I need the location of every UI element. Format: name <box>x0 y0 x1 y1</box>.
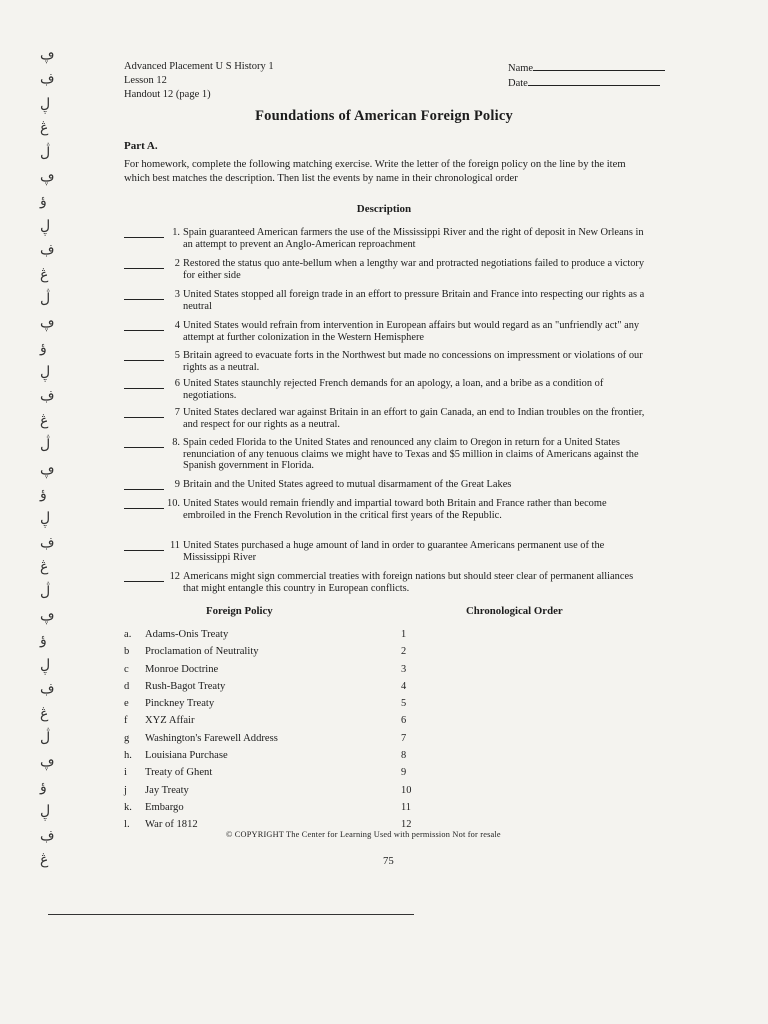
matching-item <box>124 498 648 540</box>
matching-item <box>124 258 648 289</box>
answer-blank[interactable] <box>124 408 164 418</box>
item-number: 2 <box>174 258 180 269</box>
answer-blank[interactable] <box>124 379 164 389</box>
matching-item <box>124 227 648 258</box>
order-number: 5 <box>401 698 407 710</box>
policy-letter: e <box>124 698 129 710</box>
item-description: Restored the status quo ante-bellum when a lengthy war and protracted negotiations failed to produce a victory for either side <box>183 258 645 281</box>
order-number: 2 <box>401 646 407 658</box>
policy-name: Embargo <box>145 801 184 813</box>
foreign-policy-list <box>124 626 404 834</box>
answer-blank[interactable] <box>124 228 164 238</box>
matching-item <box>124 437 648 479</box>
item-description: Spain guaranteed American farmers the use of the Mississippi River and the right of deposit in New Orleans in an attempt to prevent an Anglo-American reproachment <box>183 227 644 250</box>
item-number: 4 <box>174 320 180 331</box>
policy-item <box>124 712 404 729</box>
policy-item <box>124 764 404 781</box>
policy-letter: b <box>124 646 130 658</box>
policy-letter: d <box>124 680 130 692</box>
matching-item <box>124 407 648 437</box>
chronological-order-heading: Chronological Order <box>466 605 563 617</box>
policy-item <box>124 626 404 643</box>
item-description: Britain and the United States agreed to mutual disarmament of the Great Lakes <box>183 479 512 490</box>
answer-blank[interactable] <box>124 480 164 490</box>
copyright-notice: © COPYRIGHT The Center for Learning Used with permission Not for resale <box>226 830 501 839</box>
matching-item <box>124 378 648 407</box>
date-label: Date <box>508 78 528 89</box>
policy-name: Treaty of Ghent <box>145 767 213 779</box>
policy-item <box>124 730 404 747</box>
matching-item <box>124 289 648 320</box>
item-description: United States declared war against Britain in an effort to gain Canada, an end to Indian troubles on the frontier, and respect for our rights as a neutral. <box>183 407 645 430</box>
matching-item <box>124 540 648 571</box>
policy-name: Rush-Bagot Treaty <box>145 680 226 692</box>
policy-name: Pinckney Treaty <box>145 698 215 710</box>
answer-blank[interactable] <box>124 572 164 582</box>
answer-blank[interactable] <box>124 259 164 269</box>
policy-letter: k. <box>124 801 132 813</box>
order-number: 3 <box>401 663 407 675</box>
order-number: 11 <box>401 801 412 813</box>
date-field[interactable] <box>528 75 660 86</box>
matching-item <box>124 320 648 350</box>
order-number: 6 <box>401 715 407 727</box>
course-header <box>124 60 274 102</box>
policy-item <box>124 678 404 695</box>
item-description: United States staunchly rejected French demands for an apology, a loan, and a bribe as a condition of negotiations. <box>183 378 604 401</box>
policy-letter: l. <box>124 819 130 831</box>
name-date-block <box>508 60 665 90</box>
item-number: 9 <box>174 479 180 490</box>
course-title: Advanced Placement U S History 1 <box>124 61 274 72</box>
policy-letter: i <box>124 767 127 779</box>
handout-label: Handout 12 (page 1) <box>124 89 211 100</box>
policy-name: XYZ Affair <box>145 715 195 727</box>
policy-item <box>124 782 404 799</box>
item-number: 1. <box>172 227 180 238</box>
item-number: 7 <box>174 407 180 418</box>
matching-items <box>124 227 648 601</box>
order-number: 1 <box>401 629 407 640</box>
item-number: 11 <box>169 540 180 551</box>
policy-item <box>124 661 404 678</box>
item-number: 12 <box>169 571 180 582</box>
item-number: 8. <box>172 437 180 448</box>
part-label: Part A. <box>124 140 158 152</box>
item-description: United States would remain friendly and impartial toward both Britain and France rather than become embroiled in the French Revolution in the critical first years of the Republic. <box>183 498 607 521</box>
policy-name: War of 1812 <box>145 819 198 831</box>
name-label: Name <box>508 63 534 74</box>
order-number: 10 <box>401 784 412 796</box>
order-number: 12 <box>401 819 412 831</box>
instructions: For homework, complete the following matching exercise. Write the letter of the foreign policy on the line by the item which best matches the description. Then list the events by name in their chronological order <box>124 159 626 184</box>
item-description: Spain ceded Florida to the United States and renounced any claim to Oregon in return for a United States renunciation of any tenuous claims we might have to Texas and $5 million in claims of Americans against the Spanish government in Florida. <box>183 437 639 472</box>
policy-name: Jay Treaty <box>145 784 189 796</box>
description-heading: Description <box>356 203 412 215</box>
matching-item <box>124 571 648 601</box>
answer-blank[interactable] <box>124 290 164 300</box>
policy-name: Proclamation of Neutrality <box>145 646 259 658</box>
answer-blank[interactable] <box>124 321 164 331</box>
answer-blank[interactable] <box>124 438 164 448</box>
item-description: Americans might sign commercial treaties with foreign nations but should steer clear of permanent alliances that might entangle this country in European conflicts. <box>183 571 634 594</box>
matching-item <box>124 479 648 498</box>
margin-scribbles: ڥ ڣ ڸ ڠ ڷ ڥ ؤ ڸ ڣ ڠ ڷ ڥ ؤ ڸ ڣ ڠ ڷ ڥ ؤ ڸ ڣ ڠ ڷ ڥ ؤ ڸ ڣ ڠ ڷ ڥ ؤ ڸ ڣ ڠ <box>40 48 55 868</box>
item-description: United States purchased a huge amount of land in order to guarantee Americans permanent use of the Mississippi River <box>183 540 605 563</box>
policy-letter: a. <box>124 629 132 640</box>
policy-letter: f <box>124 715 128 727</box>
matching-item <box>124 350 648 378</box>
foreign-policy-heading: Foreign Policy <box>206 605 273 617</box>
page-number: 75 <box>383 855 394 867</box>
chronological-order-list <box>401 626 441 834</box>
policy-item <box>124 799 404 816</box>
policy-letter: c <box>124 663 129 675</box>
item-number: 10. <box>167 498 180 509</box>
policy-item <box>124 747 404 764</box>
item-description: United States stopped all foreign trade in an effort to pressure Britain and France into respecting our rights as a neutral <box>183 289 645 312</box>
item-description: United States would refrain from intervention in European affairs but would regard as an "unfriendly act" any attempt at further colonization in the Western Hemisphere <box>183 320 640 343</box>
policy-name: Adams-Onis Treaty <box>145 629 229 640</box>
order-number: 4 <box>401 680 407 692</box>
order-number: 8 <box>401 750 407 762</box>
policy-letter: h. <box>124 750 132 762</box>
policy-item <box>124 643 404 660</box>
policy-name: Louisiana Purchase <box>145 750 228 762</box>
name-field[interactable] <box>533 60 665 71</box>
item-number: 6 <box>174 378 180 389</box>
answer-blank[interactable] <box>124 351 164 361</box>
page-title: Foundations of American Foreign Policy <box>255 108 513 124</box>
policy-letter: g <box>124 732 130 744</box>
lesson-label: Lesson 12 <box>124 75 167 86</box>
bottom-rule <box>48 914 414 915</box>
policy-letter: j <box>124 784 127 796</box>
policy-name: Washington's Farewell Address <box>145 732 278 744</box>
answer-blank[interactable] <box>124 541 164 551</box>
policy-name: Monroe Doctrine <box>145 663 219 675</box>
policy-item <box>124 695 404 712</box>
item-number: 3 <box>174 289 180 300</box>
order-number: 9 <box>401 767 407 779</box>
item-description: Britain agreed to evacuate forts in the Northwest but made no concessions on impressment or violations of our rights as a neutral. <box>183 350 643 373</box>
order-number: 7 <box>401 732 407 744</box>
answer-blank[interactable] <box>124 499 164 509</box>
item-number: 5 <box>174 350 180 361</box>
